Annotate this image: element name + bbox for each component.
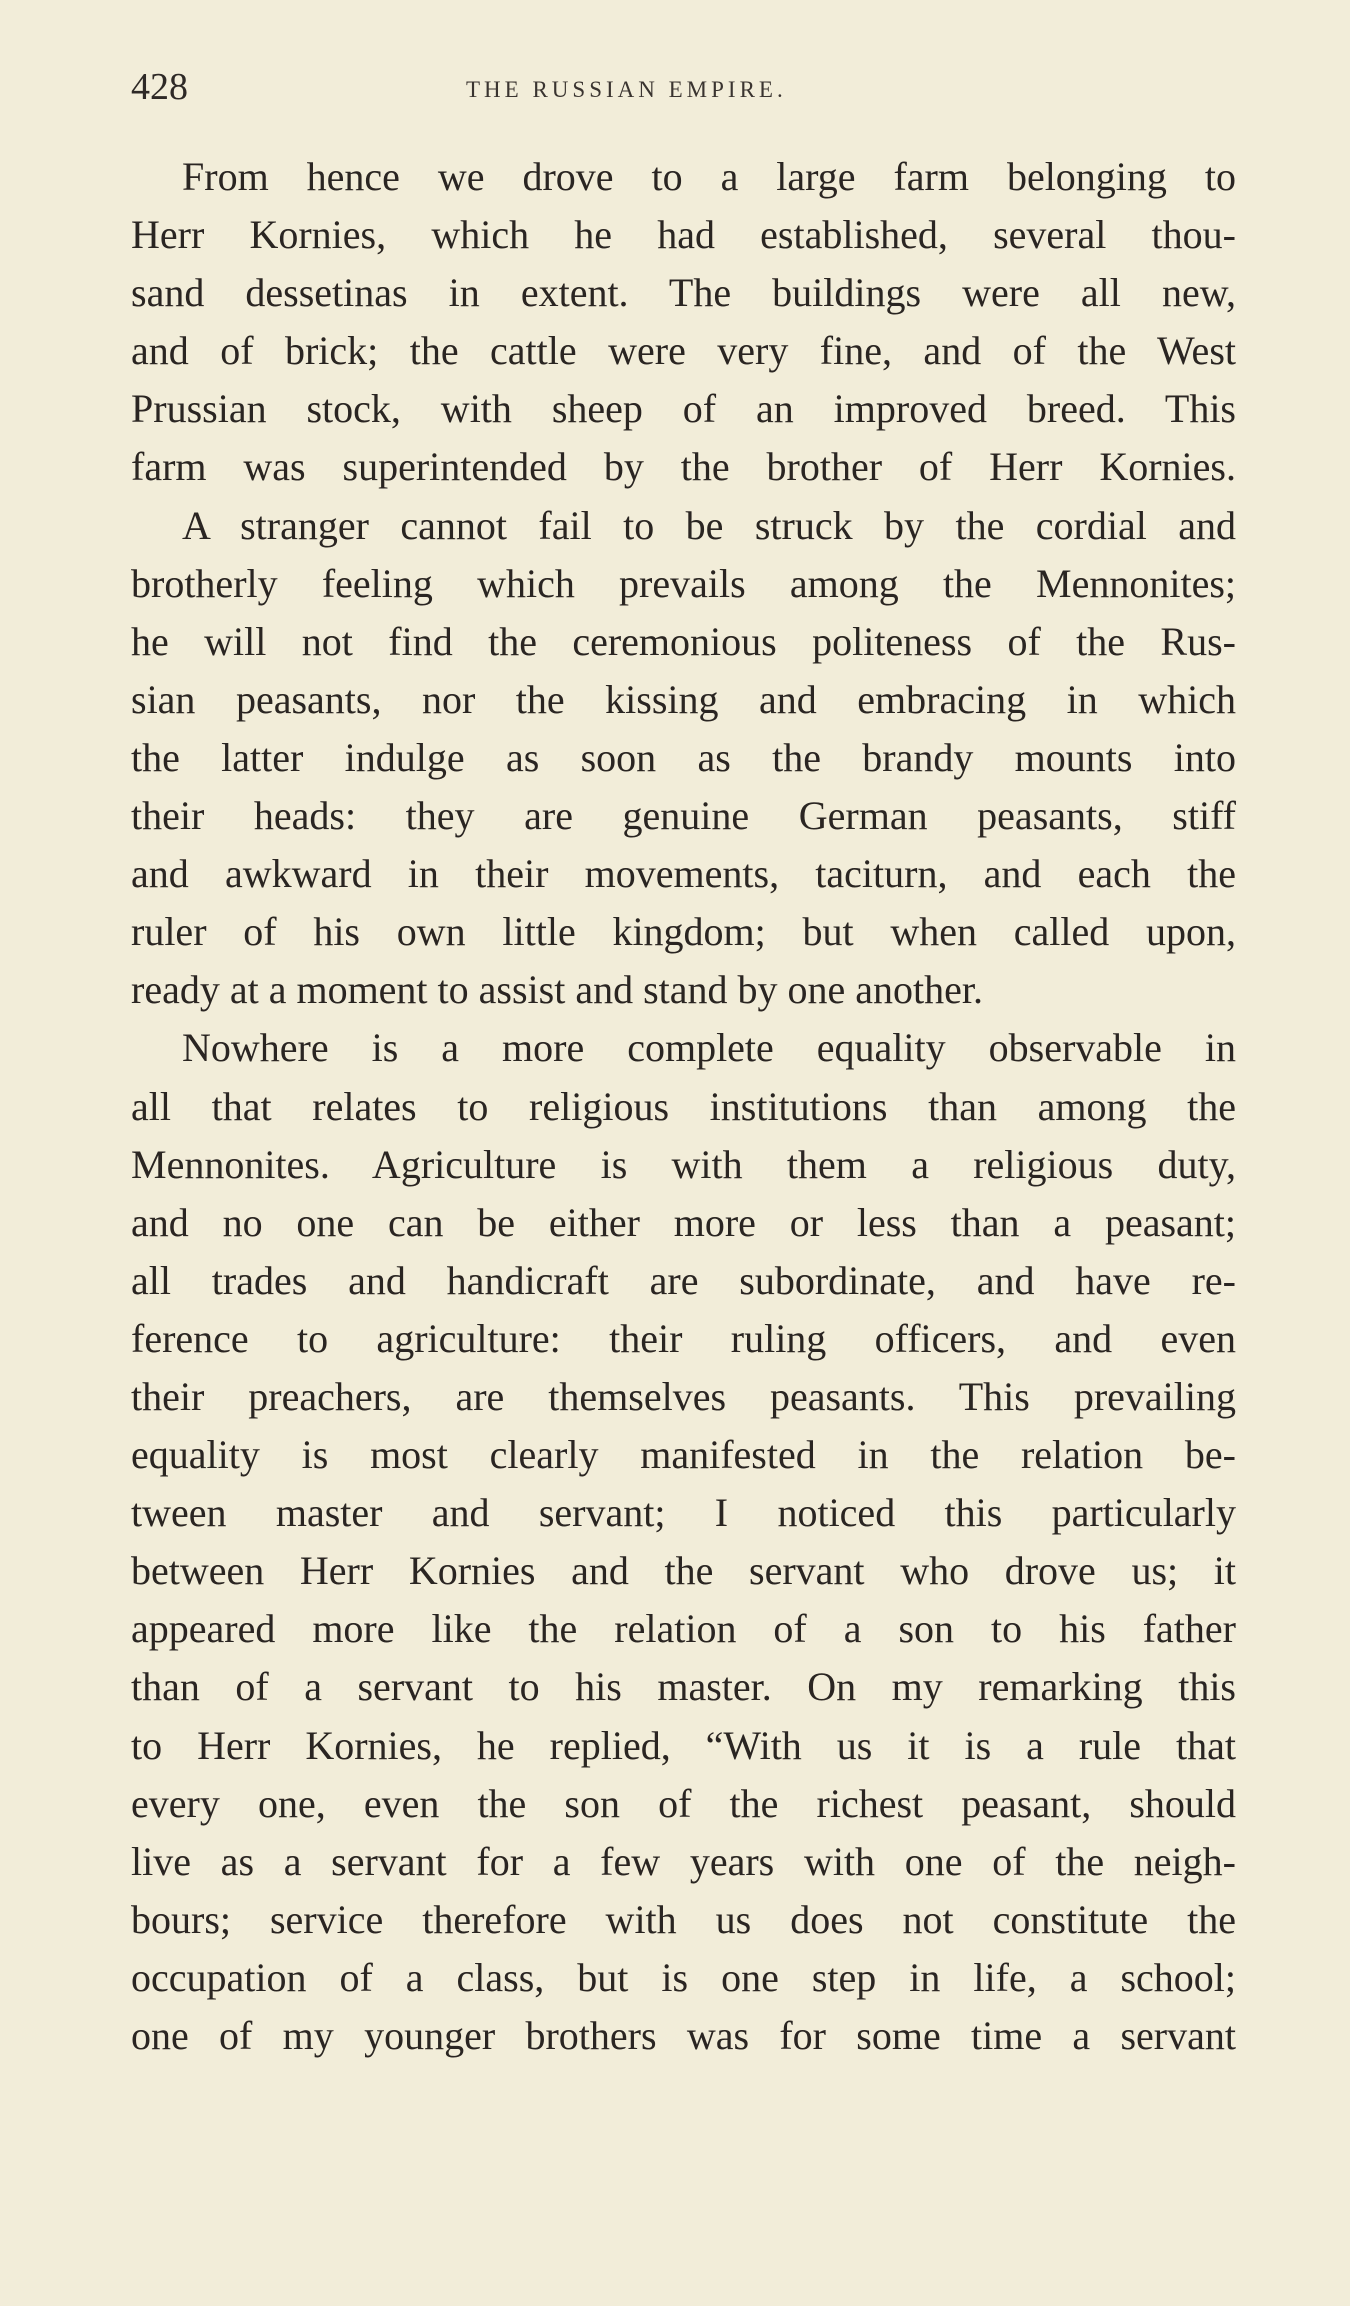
text-line: every one, even the son of the richest peasant, should (131, 1780, 1236, 1826)
text-line: farm was superintended by the brother of Herr Kornies. (131, 444, 1236, 490)
text-line: and no one can be either more or less than a peasant; (131, 1199, 1236, 1245)
text-line: tween master and servant; I noticed this particularly (131, 1490, 1236, 1536)
text-line: one of my younger brothers was for some time a servant (131, 2013, 1236, 2058)
text-line: their preachers, are themselves peasants. This prevailing (131, 1373, 1236, 1419)
text-line: to Herr Kornies, he replied, “With us it is a rule that (131, 1722, 1236, 1768)
text-line: sand dessetinas in extent. The buildings were all new, (131, 270, 1236, 316)
running-title: THE RUSSIAN EMPIRE. (466, 77, 787, 102)
text-line: From hence we drove to a large farm belonging to (182, 154, 1236, 199)
text-line: and of brick; the cattle were very fine, and of the West (131, 328, 1236, 374)
text-line: the latter indulge as soon as the brandy mounts into (131, 734, 1236, 780)
text-line: live as a servant for a few years with one of the neigh- (131, 1838, 1236, 1884)
text-line: occupation of a class, but is one step in life, a school; (131, 1954, 1236, 2000)
text-line: A stranger cannot fail to be struck by the cordial and (182, 502, 1236, 548)
text-line: between Herr Kornies and the servant who drove us; it (131, 1548, 1236, 1594)
body-text (131, 148, 1236, 2065)
text-line: all trades and handicraft are subordinate, and have re- (131, 1257, 1236, 1303)
text-line: equality is most clearly manifested in the relation be- (131, 1432, 1236, 1478)
text-line: brotherly feeling which prevails among the Mennonites; (131, 560, 1236, 606)
text-line: Nowhere is a more complete equality observable in (182, 1025, 1236, 1071)
text-line: than of a servant to his master. On my remarking this (131, 1664, 1236, 1710)
text-line: sian peasants, nor the kissing and embracing in which (131, 676, 1236, 722)
page-number: 428 (131, 66, 188, 108)
text-line: Herr Kornies, which he had established, several thou- (131, 212, 1236, 258)
text-line: their heads: they are genuine German peasants, stiff (131, 793, 1236, 839)
text-line: bours; service therefore with us does not constitute the (131, 1896, 1236, 1942)
text-line: appeared more like the relation of a son to his father (131, 1606, 1236, 1652)
text-line: and awkward in their movements, taciturn, and each the (131, 851, 1236, 897)
text-line: Mennonites. Agriculture is with them a religious duty, (131, 1141, 1236, 1187)
text-line: ready at a moment to assist and stand by one another. (131, 967, 984, 1013)
text-line: Prussian stock, with sheep of an improved breed. This (131, 386, 1236, 432)
text-line: ference to agriculture: their ruling officers, and even (131, 1315, 1236, 1361)
text-line: he will not find the ceremonious politeness of the Rus- (131, 618, 1236, 664)
page-header (131, 62, 1234, 112)
text-line: all that relates to religious institutions than among the (131, 1083, 1236, 1129)
text-line: ruler of his own little kingdom; but when called upon, (131, 909, 1236, 955)
